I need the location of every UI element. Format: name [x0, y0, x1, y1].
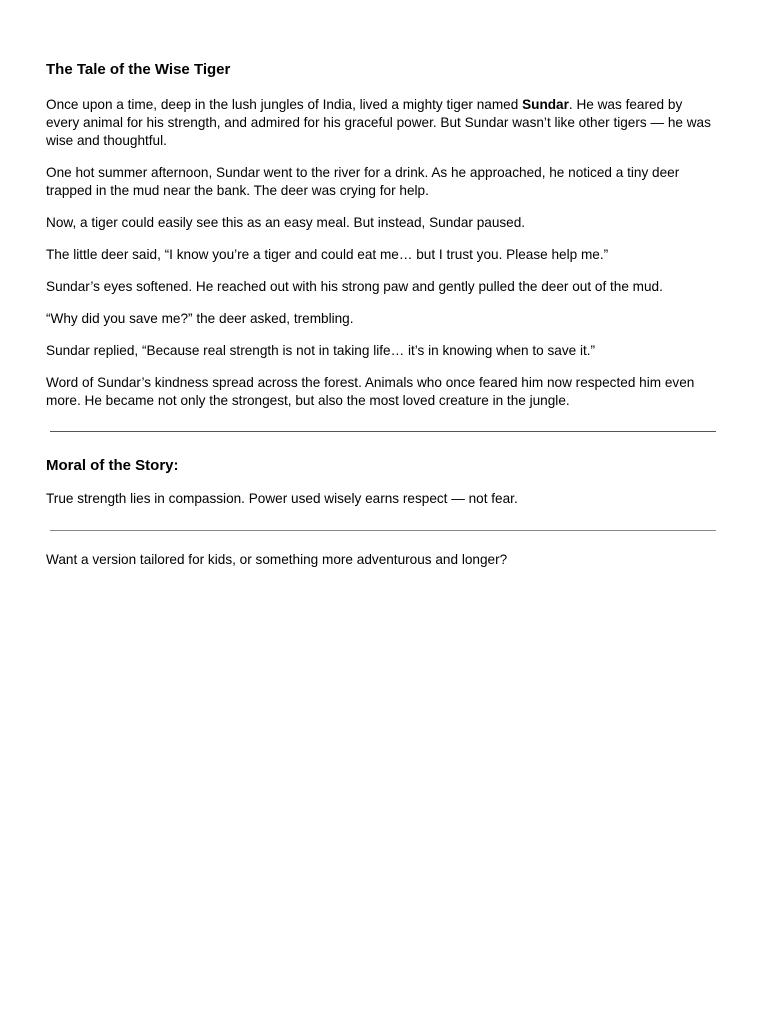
story-paragraph-5: Sundar’s eyes softened. He reached out with his strong paw and gently pulled the deer out of the mud.	[46, 279, 663, 294]
divider-1	[50, 431, 716, 432]
story-paragraph-1	[46, 96, 716, 150]
story-paragraph-3: Now, a tiger could easily see this as an easy meal. But instead, Sundar paused.	[46, 215, 526, 230]
tiger-name: Sundar	[522, 97, 569, 112]
moral-title: Moral of the Story:	[46, 457, 179, 474]
story-paragraph-4: The little deer said, “I know you’re a tiger and could eat me… but I trust you. Please help me.”	[46, 247, 609, 262]
followup-question: Want a version tailored for kids, or something more adventurous and longer?	[46, 552, 508, 567]
story-paragraph-1-start: Once upon a time, deep in the lush jungles of India, lived a mighty tiger named	[46, 97, 523, 112]
story-paragraph-2: One hot summer afternoon, Sundar went to the river for a drink. As he approached, he noticed a tiny deer trapped in the mud near the bank. The deer was crying for help.	[46, 165, 680, 198]
divider-2	[50, 530, 716, 531]
story-paragraph-6: “Why did you save me?” the deer asked, trembling.	[46, 311, 354, 326]
story-paragraph-1-end: . He was feared by every animal for his strength, and admired for his graceful power. But Sundar wasn’t like other tigers — he was wise and thoughtful.	[46, 97, 711, 148]
story-paragraph-8: Word of Sundar’s kindness spread across the forest. Animals who once feared him now respected him even more. He became not only the strongest, but also the most loved creature in the jungle.	[46, 375, 695, 408]
story-title: The Tale of the Wise Tiger	[46, 61, 231, 78]
story-paragraph-7: Sundar replied, “Because real strength is not in taking life… it’s in knowing when to save it.”	[46, 343, 596, 358]
moral-text: True strength lies in compassion. Power used wisely earns respect — not fear.	[46, 491, 518, 506]
